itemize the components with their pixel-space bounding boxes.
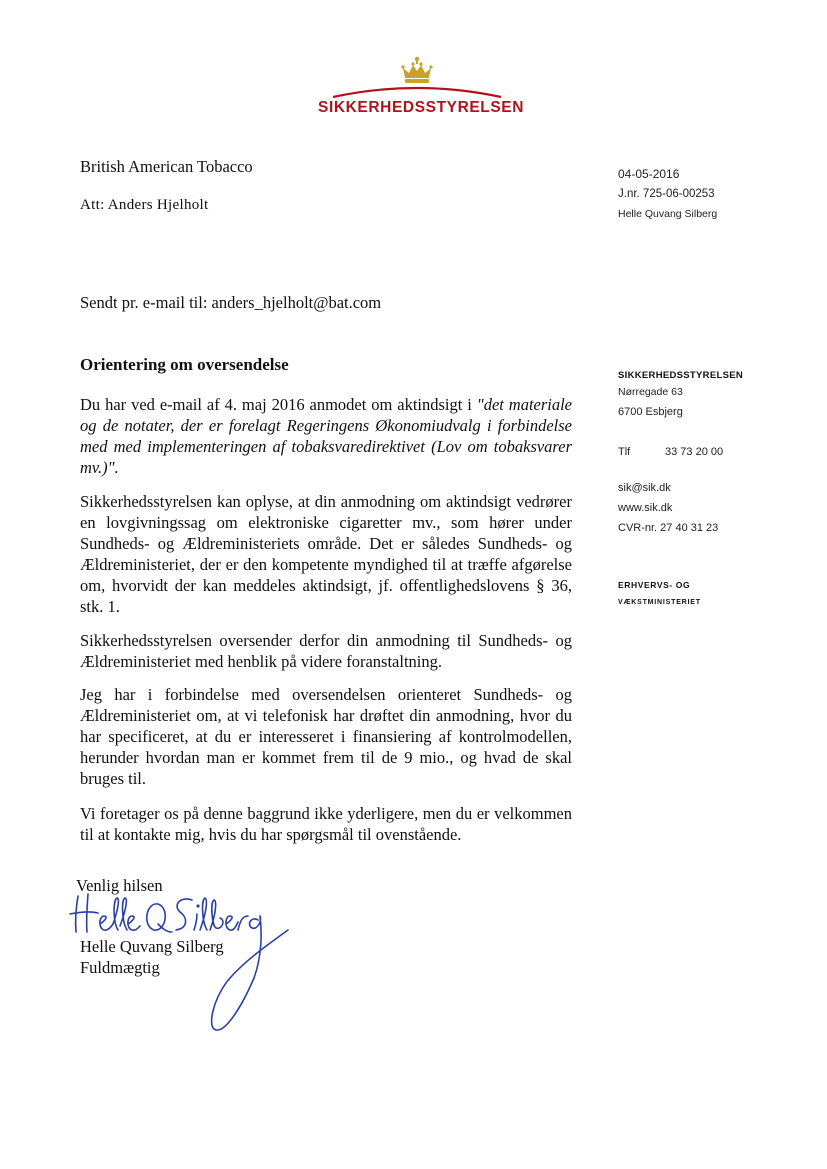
sidebar-city: 6700 Esbjerg [618, 406, 683, 418]
sidebar-website: www.sik.dk [618, 502, 673, 514]
journal-number: J.nr. 725-06-00253 [618, 188, 715, 200]
body-paragraph-1 [80, 394, 572, 478]
sidebar-org-name: SIKKERHEDSSTYRELSEN [618, 370, 743, 381]
logo-arc-rule [331, 81, 503, 101]
signer-title: Fuldmægtig [80, 958, 160, 977]
sidebar-ministry-line-2: VÆKSTMINISTERIET [618, 599, 701, 606]
body-paragraph-2: Sikkerhedsstyrelsen kan oplyse, at din anmodning om aktindsigt vedrører en lovgivningssag om elektroniske cigaretter mv., som hører under Sundheds- og Ældreministeriets område. Det er således Sundheds- og Ældreministeriet, der er den kompetente myndighed til at træffe afgørelse om, hvorvidt der kan meddeles aktindsigt, jf. offentlighedslovens § 36, stk. 1. [80, 492, 572, 616]
recipient-company: British American Tobacco [80, 157, 253, 176]
sidebar-street: Nørregade 63 [618, 386, 683, 398]
sidebar-phone-label: Tlf [618, 446, 631, 458]
sidebar-cvr-number: CVR-nr. 27 40 31 23 [618, 522, 719, 534]
sidebar-ministry-line-1: ERHVERVS- OG [618, 580, 691, 590]
sidebar-phone-number: 33 73 20 00 [665, 446, 724, 458]
closing-greeting: Venlig hilsen [76, 876, 163, 895]
body-paragraph-4: Jeg har i forbindelse med oversendelsen orienteret Sundheds- og Ældreministeriet om, at vi telefonisk har drøftet din anmodning, hvor du har specificeret, at du er interesseret i finansiering af kontrolmodellen, herunder hvordan man er kommet frem til de 9 mio., og hvad de skal bruges til. [80, 685, 572, 788]
letter-subject: Orientering om oversendelse [80, 355, 289, 374]
sent-by-email-line: Sendt pr. e-mail til: anders_hjelholt@bat.com [80, 293, 382, 312]
org-logo-text: SIKKERHEDSSTYRELSEN [318, 99, 525, 116]
body-paragraph-5: Vi foretager os på denne baggrund ikke yderligere, men du er velkommen til at kontakte mig, hvis du har spørgsmål til ovenstående. [80, 804, 572, 844]
case-handler: Helle Quvang Silberg [618, 208, 718, 220]
signer-name: Helle Quvang Silberg [80, 937, 224, 956]
letter-date: 04-05-2016 [618, 167, 680, 181]
paragraph-1-text: Du har ved e-mail af 4. maj 2016 anmodet om aktindsigt i [80, 395, 477, 414]
recipient-attention: Att: Anders Hjelholt [80, 197, 209, 213]
body-paragraph-3: Sikkerhedsstyrelsen oversender derfor din anmodning til Sundheds- og Ældreministeriet med henblik på videre foranstaltning. [80, 631, 572, 671]
paragraph-1-quote: "det materiale og de notater, der er forelagt Regeringens Økonomiudvalg i forbindelse med med implementeringen af tobaksvaredirektivet (Lov om tobaksvarer mv.)". [80, 395, 573, 477]
sidebar-email: sik@sik.dk [618, 482, 671, 494]
